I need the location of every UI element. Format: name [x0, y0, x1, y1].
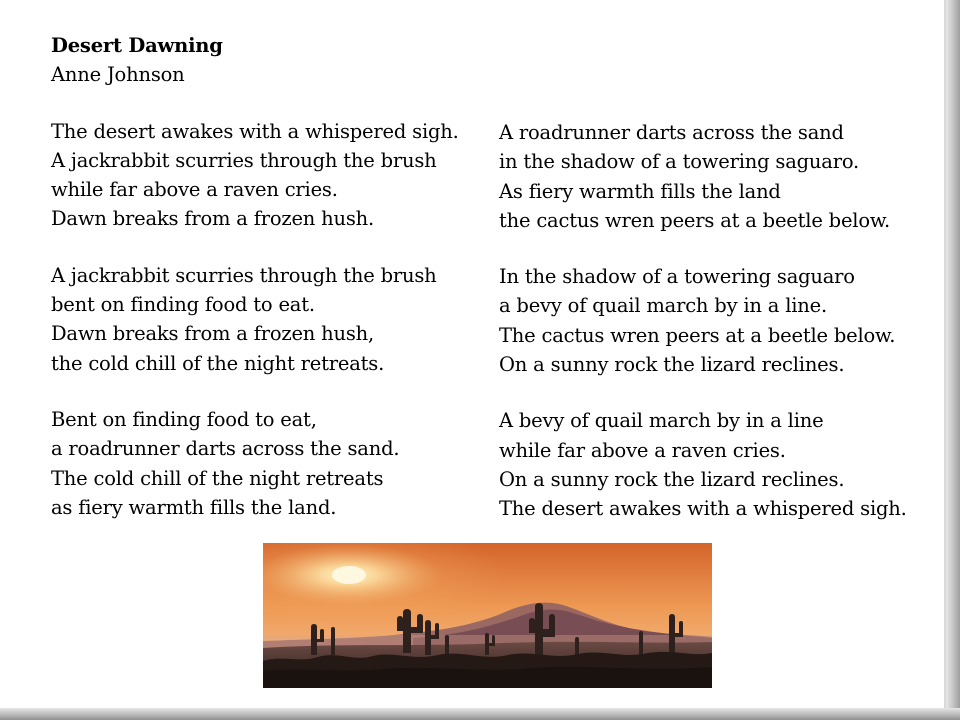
poem-line: a bevy of quail march by in a line.: [499, 294, 827, 318]
poem-line: A bevy of quail march by in a line: [499, 409, 824, 433]
poem-line: A jackrabbit scurries through the brush: [51, 263, 437, 287]
poem-line: as fiery warmth fills the land.: [51, 495, 337, 519]
poem-line: A roadrunner darts across the sand: [499, 121, 844, 144]
saguaro-cactus: [575, 637, 579, 655]
poem-line: while far above a raven cries.: [51, 178, 338, 202]
poem-line: Dawn breaks from a frozen hush,: [51, 322, 375, 346]
poem-title: Desert Dawning: [51, 34, 223, 57]
poem-line: while far above a raven cries.: [499, 438, 786, 462]
poem-author: Anne Johnson: [51, 63, 185, 87]
poem-line: In the shadow of a towering saguaro: [499, 265, 855, 289]
poem-line: A jackrabbit scurries through the brush: [51, 148, 437, 172]
poem-line: the cactus wren peers at a beetle below.: [499, 208, 891, 232]
saguaro-cactus: [445, 635, 449, 655]
poem-line: As fiery warmth fills the land: [499, 179, 781, 203]
poem-line: Dawn breaks from a frozen hush.: [51, 207, 375, 231]
saguaro-cactus: [331, 627, 335, 655]
desert-sunrise-photo: [263, 543, 712, 688]
desert-sunrise-illustration: [263, 543, 712, 688]
poem-left-column: [51, 31, 459, 522]
poem-line: The desert awakes with a whispered sigh.: [51, 119, 459, 143]
slide-frame-bottom: [0, 708, 960, 720]
poem-line: a roadrunner darts across the sand.: [51, 437, 400, 461]
poem-line: in the shadow of a towering saguaro.: [499, 150, 860, 174]
poem-line: Bent on finding food to eat,: [51, 407, 317, 431]
poem-line: bent on finding food to eat.: [51, 293, 315, 317]
slide-frame-right-inner: [944, 0, 946, 708]
poem-line: The cold chill of the night retreats: [51, 466, 384, 490]
slide-frame-right: [946, 0, 960, 720]
poem-line: The desert awakes with a whispered sigh.: [499, 497, 907, 521]
saguaro-cactus: [639, 631, 643, 655]
poem-line: On a sunny rock the lizard reclines.: [499, 467, 845, 491]
poem-line: On a sunny rock the lizard reclines.: [499, 353, 845, 377]
poem-line: The cactus wren peers at a beetle below.: [499, 323, 896, 347]
poem-line: the cold chill of the night retreats.: [51, 351, 385, 375]
sun: [332, 566, 366, 584]
poem-right-column: [499, 118, 907, 524]
